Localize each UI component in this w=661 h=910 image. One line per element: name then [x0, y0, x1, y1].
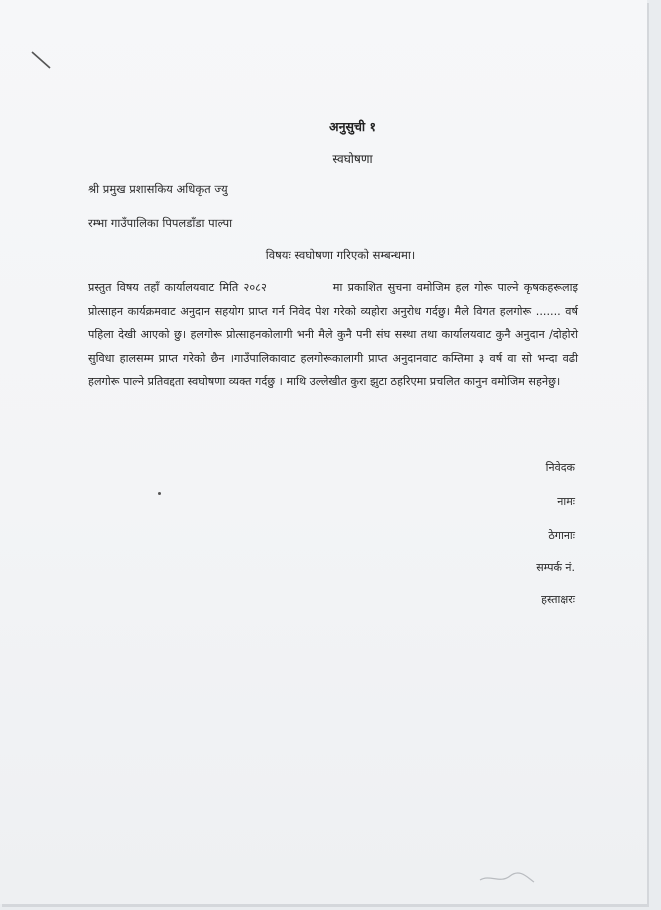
address-label: ठेगानाः [548, 529, 575, 542]
declaration-body [88, 276, 578, 394]
recipient-title: श्री प्रमुख प्रशासकिय अधिकृत ज्यु [88, 182, 228, 196]
document-subtitle: स्वघोषणा [332, 152, 373, 166]
recipient-office: रम्भा गाउँपालिका पिपलडाँडा पाल्पा [88, 216, 233, 230]
body-text-part1: प्रस्तुत विषय तहाँ कार्यालयवाट मिति २०८२ [88, 281, 267, 294]
document-title: अनुसुची १ [329, 119, 376, 134]
contact-label: सम्पर्क नं. [536, 561, 575, 574]
signature-label: हस्ताक्षरः [541, 593, 575, 606]
scan-smudge-bottom [478, 868, 538, 888]
name-label: नामः [557, 495, 575, 508]
body-text-part2: मा प्रकाशित सुचना वमोजिम हल गोरू पाल्ने कृषकहरूलाइ प्रोत्साहन कार्यक्रमवाट अनुदान सहयोग प्राप्त गर्न निवेद पेश गरेको व्यहोरा अनुरोध गर्दछु। मैले विगत हलगोरू ....... वर्ष पहिला देखी आएको छु। हलगोरू प्रोत्साहनकोलागी भनी मैले कुनै पनी संघ सस्था तथा कार्यालयवाट कुनै अनुदान /दोहोरो सुविधा हालसम्म प्राप्त गरेको छैन ।गाउँपालिकावाट हलगोरूकालागी प्राप्त अनुदानवाट कम्तिमा ३ वर्ष वा सो भन्दा वढी हलगोरू पाल्ने प्रतिवद्दता स्वघोषणा व्यक्त गर्दछु । माथि उल्लेखीत कुरा झुटा ठहरिएमा प्रचलित कानुन वमोजिम सहनेछु। [88, 281, 578, 388]
scan-mark-topleft [30, 50, 54, 72]
subject-line: विषयः स्वघोषणा गरिएको सम्बन्धमा। [265, 248, 416, 262]
scan-dot [158, 492, 161, 495]
applicant-label: निवेदक [545, 461, 575, 474]
